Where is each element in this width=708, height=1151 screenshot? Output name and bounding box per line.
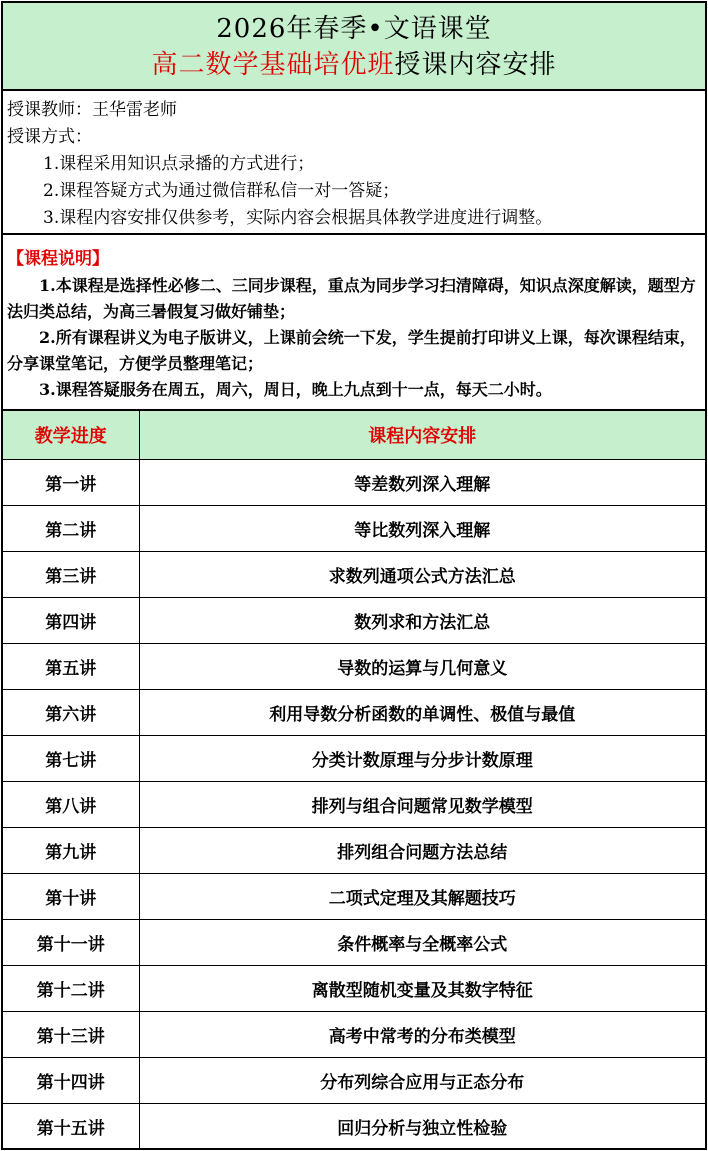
table-row [3,827,705,873]
table-row [3,781,705,827]
class-name: 高二数学基础培优班 [151,50,395,80]
description-title: 【课程说明】 [7,249,109,269]
header-title: 2026年春季•文语课堂 [216,14,492,44]
method-item: 2.课程答疑方式为通过微信群私信一对一答疑； [43,181,400,201]
header-subtitle [3,47,705,83]
lecture-number: 第七讲 [3,735,139,781]
lecture-number: 第一讲 [3,459,139,505]
lecture-topic: 等差数列深入理解 [139,459,705,505]
table-row [3,1011,705,1057]
table-row [3,597,705,643]
header [3,3,705,91]
description-paragraph: 2.所有课程讲义为电子版讲义，上课前会统一下发，学生提前打印讲义上课，每次课程结束，分享课堂笔记，方便学员整理笔记； [7,328,696,373]
lecture-topic: 导数的运算与几何意义 [139,643,705,689]
schedule-table [3,411,705,1149]
table-row [3,965,705,1011]
lecture-number: 第八讲 [3,781,139,827]
table-row [3,1103,705,1149]
lecture-topic: 二项式定理及其解题技巧 [139,873,705,919]
table-row [3,873,705,919]
table-row [3,1057,705,1103]
lecture-number: 第十二讲 [3,965,139,1011]
lecture-topic: 排列与组合问题常见数学模型 [139,781,705,827]
teacher-line: 授课教师：王华雷老师 [7,100,177,120]
table-row [3,505,705,551]
lecture-topic: 排列组合问题方法总结 [139,827,705,873]
lecture-number: 第四讲 [3,597,139,643]
lecture-number: 第三讲 [3,551,139,597]
table-row [3,643,705,689]
lecture-topic: 高考中常考的分布类模型 [139,1011,705,1057]
subtitle-suffix: 授课内容安排 [394,50,557,80]
course-description [3,235,705,411]
lecture-topic: 条件概率与全概率公式 [139,919,705,965]
lecture-number: 第十一讲 [3,919,139,965]
lecture-number: 第六讲 [3,689,139,735]
lecture-topic: 利用导数分析函数的单调性、极值与最值 [139,689,705,735]
lecture-topic: 离散型随机变量及其数字特征 [139,965,705,1011]
lecture-topic: 回归分析与独立性检验 [139,1103,705,1149]
lecture-number: 第二讲 [3,505,139,551]
lecture-number: 第九讲 [3,827,139,873]
description-paragraph: 1.本课程是选择性必修二、三同步课程，重点为同步学习扫清障碍，知识点深度解读，题型方法归类总结，为高三暑假复习做好铺垫； [7,276,696,321]
lecture-topic: 分类计数原理与分步计数原理 [139,735,705,781]
method-item: 1.课程采用知识点录播的方式进行； [43,154,315,174]
teaching-info [3,91,705,235]
schedule-sheet [1,1,707,1150]
lecture-number: 第十五讲 [3,1103,139,1149]
column-header-content: 课程内容安排 [139,411,705,459]
lecture-number: 第十讲 [3,873,139,919]
table-row [3,735,705,781]
lecture-topic: 等比数列深入理解 [139,505,705,551]
lecture-topic: 求数列通项公式方法汇总 [139,551,705,597]
lecture-topic: 分布列综合应用与正态分布 [139,1057,705,1103]
lecture-number: 第十四讲 [3,1057,139,1103]
table-row [3,919,705,965]
lecture-number: 第十三讲 [3,1011,139,1057]
table-header-row [3,411,705,459]
table-row [3,551,705,597]
column-header-progress: 教学进度 [3,411,139,459]
description-paragraph: 3.课程答疑服务在周五，周六，周日，晚上九点到十一点，每天二小时。 [39,380,552,399]
lecture-topic: 数列求和方法汇总 [139,597,705,643]
method-label: 授课方式： [7,127,92,147]
table-row [3,459,705,505]
lecture-number: 第五讲 [3,643,139,689]
method-item: 3.课程内容安排仅供参考，实际内容会根据具体教学进度进行调整。 [43,208,553,228]
table-row [3,689,705,735]
